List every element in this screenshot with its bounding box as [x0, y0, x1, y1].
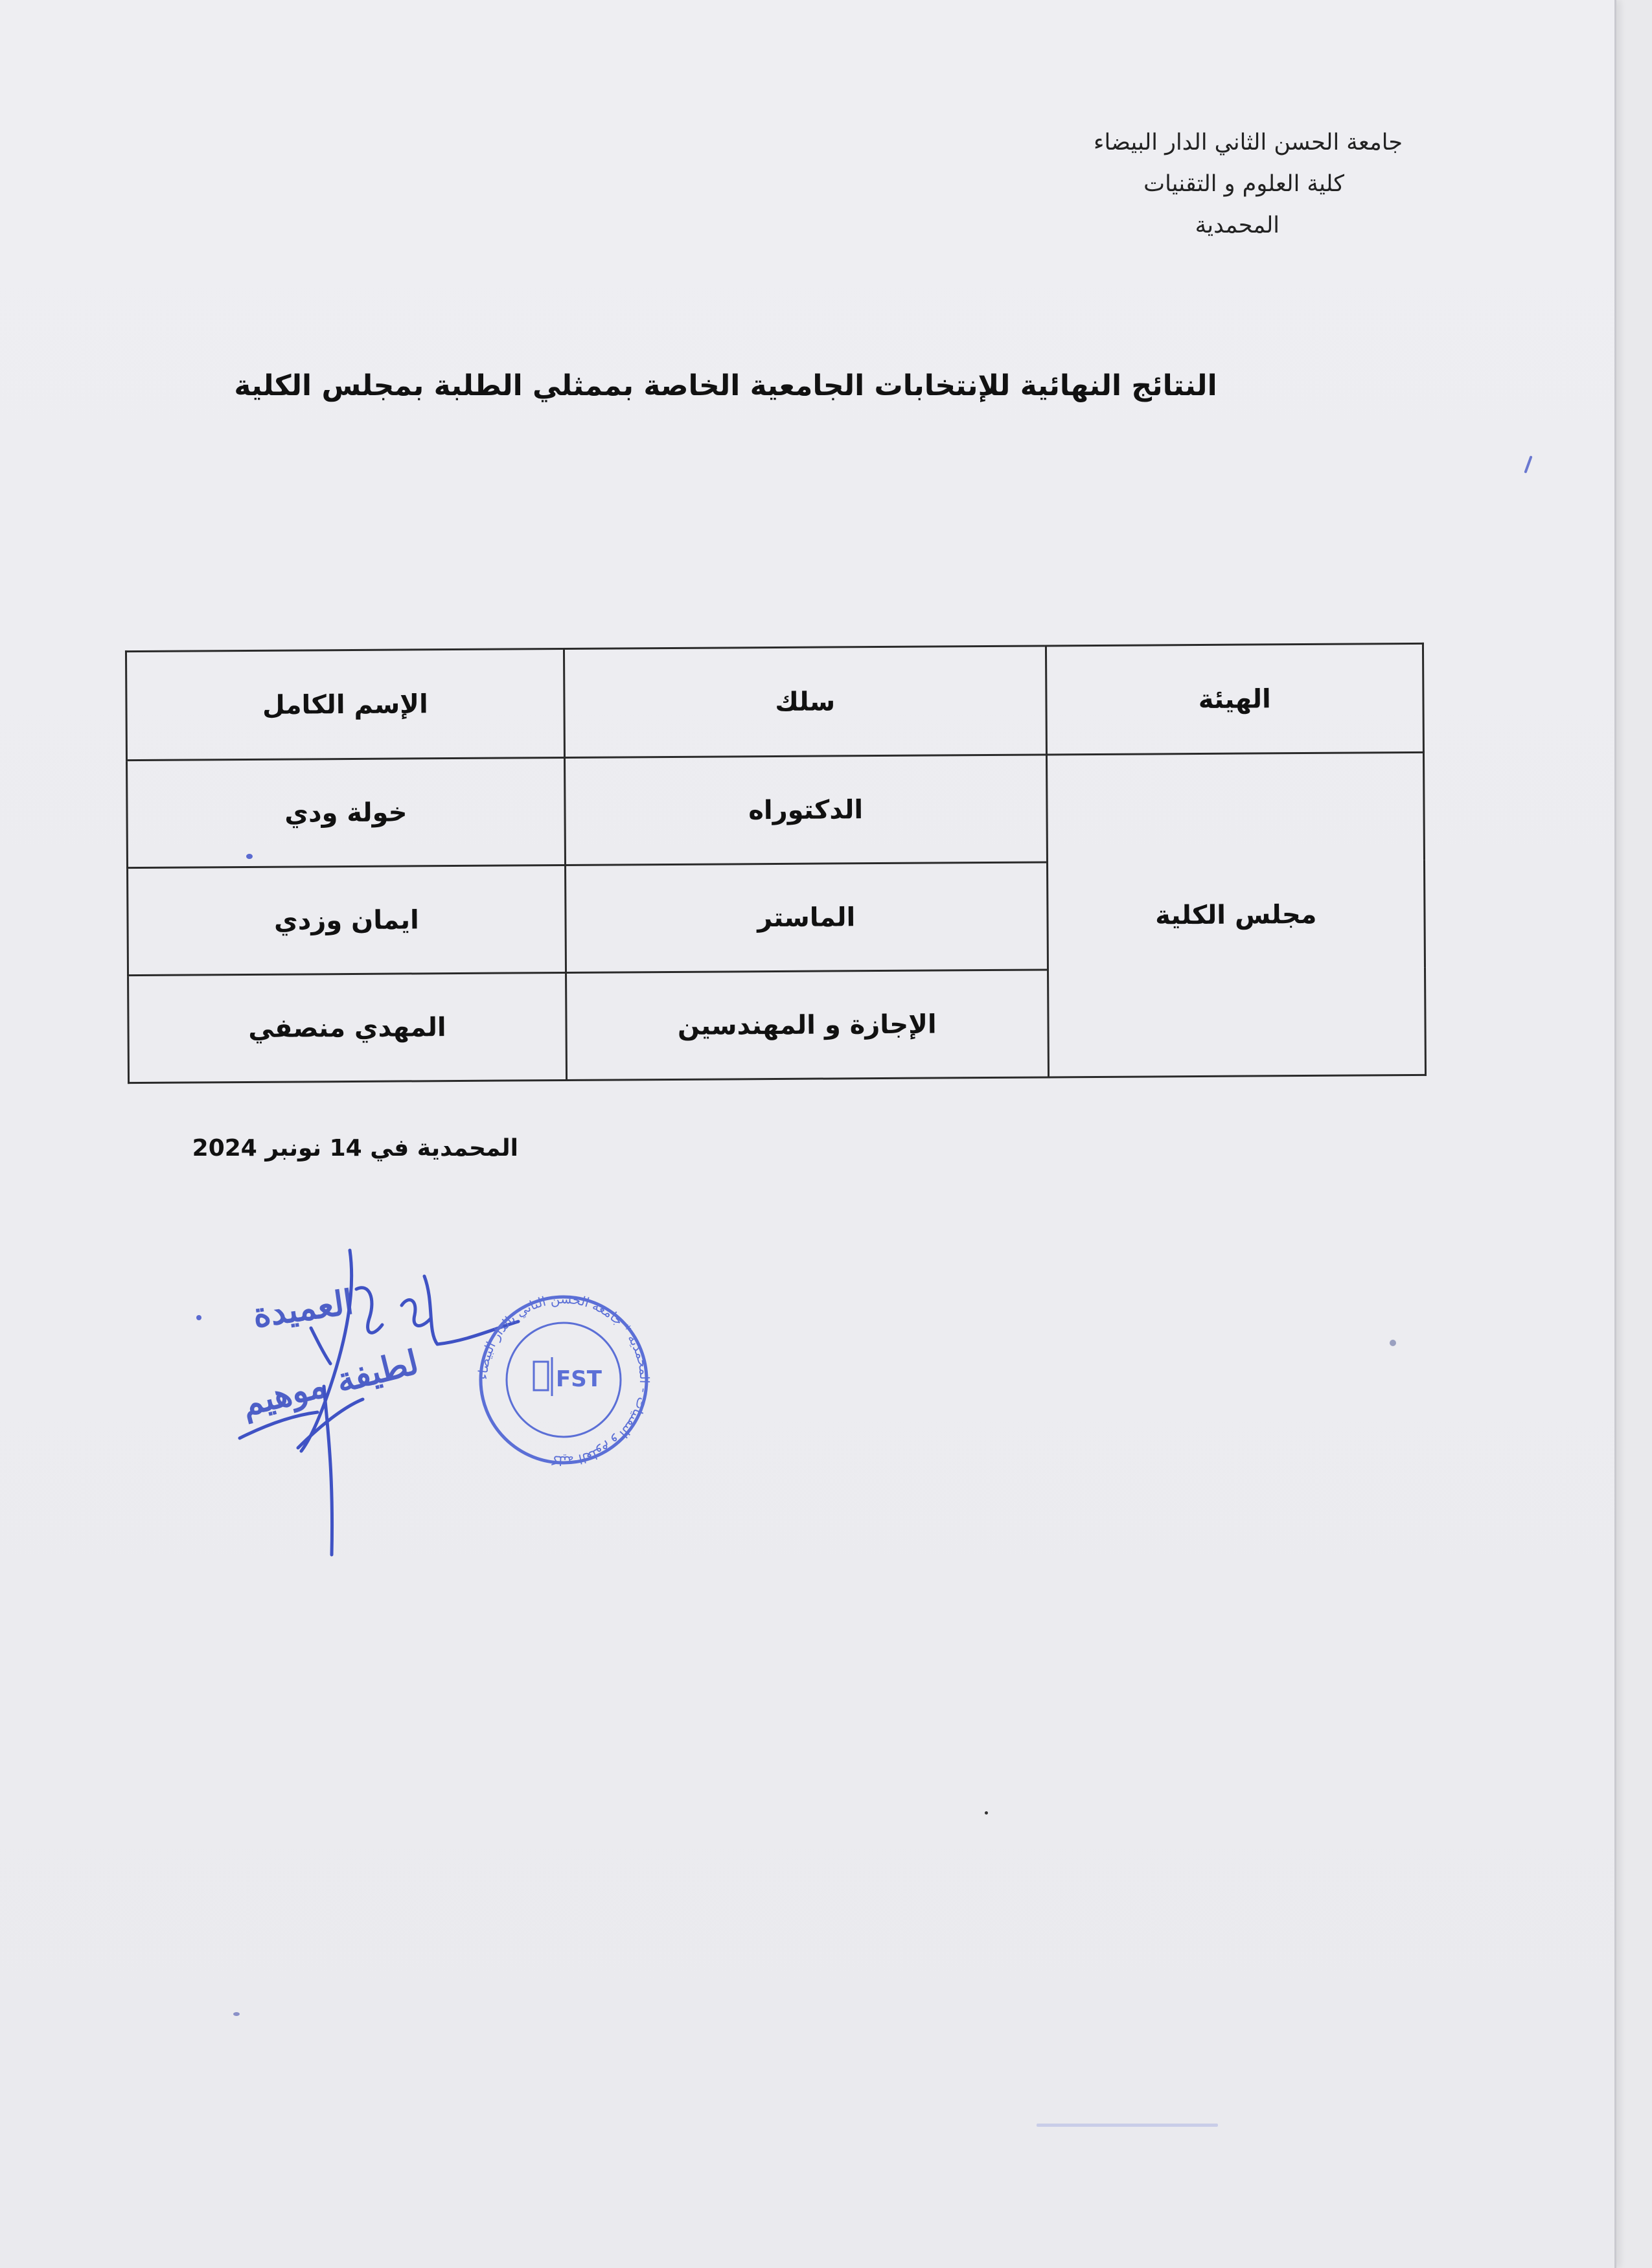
header-track: سلك	[564, 646, 1046, 758]
table-row	[127, 752, 1425, 867]
letterhead	[820, 122, 1403, 246]
header-body: الهيئة	[1046, 643, 1423, 755]
ink-speck	[246, 854, 253, 859]
ink-speck	[1390, 1340, 1396, 1346]
document-title: النتائج النهائية للإنتخابات الجامعية الخاصة بممثلي الطلبة بمجلس الكلية	[234, 369, 1217, 402]
header-full-name: الإسم الكامل	[126, 648, 564, 760]
name-cell: ايمان وزدي	[128, 865, 566, 975]
signatory-name: لطيفة موهيم	[237, 1342, 423, 1425]
ink-speck	[196, 1315, 201, 1320]
stamp-ring-text: كلية العلوم و التقنيات - المحمدية * جامعة الحسن الثاني بالدار البيضاء	[474, 1290, 653, 1469]
ink-speck	[985, 1811, 988, 1815]
table-header-row	[126, 643, 1423, 760]
name-cell: خولة ودي	[127, 757, 566, 867]
official-stamp	[194, 1192, 674, 1568]
stamp-logo-text: FST	[556, 1366, 602, 1392]
signature-block	[194, 1192, 674, 1568]
track-cell: الدكتوراه	[564, 755, 1047, 865]
university-name: جامعة الحسن الثاني الدار البيضاء	[1094, 130, 1403, 155]
ink-speck	[1037, 2124, 1218, 2127]
track-cell: الماستر	[565, 862, 1048, 973]
results-table	[125, 643, 1427, 1084]
city-name: المحمدية	[1195, 212, 1279, 238]
name-cell: المهدي منصفي	[128, 972, 567, 1082]
ink-speck	[233, 2012, 240, 2016]
faculty-name: كلية العلوم و التقنيات	[1143, 171, 1344, 197]
track-cell: الإجازة و المهندسين	[566, 970, 1048, 1081]
body-cell: مجلس الكلية	[1046, 752, 1425, 1077]
signatory-title: العميدة	[250, 1282, 356, 1336]
date-line: المحمدية في 14 نونبر 2024	[192, 1135, 518, 1162]
